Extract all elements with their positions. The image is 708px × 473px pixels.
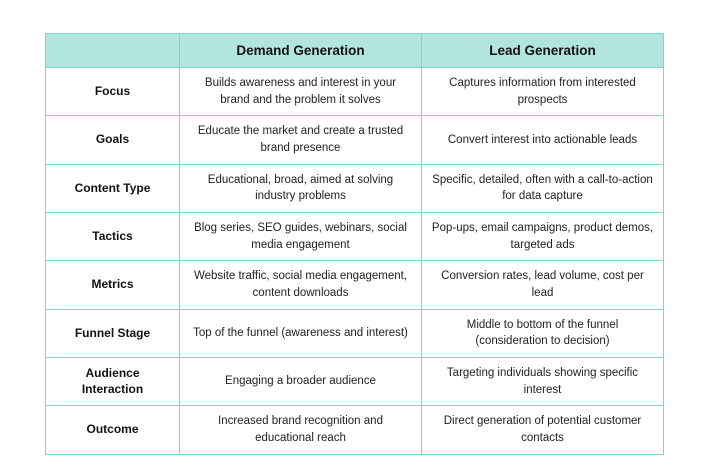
cell-outcome-demand: Increased brand recognition and educational reach	[180, 406, 422, 454]
table-header	[46, 34, 664, 68]
table-body	[46, 68, 664, 455]
cell-outcome-lead: Direct generation of potential customer contacts	[422, 406, 664, 454]
comparison-table-container	[45, 33, 663, 455]
cell-audience-interaction-lead: Targeting individuals showing specific interest	[422, 358, 664, 406]
cell-goals-lead: Convert interest into actionable leads	[422, 116, 664, 164]
cell-content-type-demand: Educational, broad, aimed at solving industry problems	[180, 164, 422, 212]
header-row	[46, 34, 664, 68]
row-label-funnel-stage: Funnel Stage	[46, 309, 180, 357]
row-label-tactics: Tactics	[46, 213, 180, 261]
header-corner-cell	[46, 34, 180, 68]
cell-metrics-demand: Website traffic, social media engagement, content downloads	[180, 261, 422, 309]
table-row	[46, 309, 664, 357]
table-row	[46, 358, 664, 406]
cell-content-type-lead: Specific, detailed, often with a call-to-action for data capture	[422, 164, 664, 212]
header-demand-generation: Demand Generation	[180, 34, 422, 68]
cell-audience-interaction-demand: Engaging a broader audience	[180, 358, 422, 406]
row-label-focus: Focus	[46, 68, 180, 116]
cell-metrics-lead: Conversion rates, lead volume, cost per lead	[422, 261, 664, 309]
table-row	[46, 406, 664, 454]
cell-tactics-demand: Blog series, SEO guides, webinars, social media engagement	[180, 213, 422, 261]
cell-focus-demand: Builds awareness and interest in your brand and the problem it solves	[180, 68, 422, 116]
table-row	[46, 261, 664, 309]
table-row	[46, 116, 664, 164]
row-label-outcome: Outcome	[46, 406, 180, 454]
table-row	[46, 213, 664, 261]
cell-focus-lead: Captures information from interested prospects	[422, 68, 664, 116]
cell-funnel-stage-lead: Middle to bottom of the funnel (consideration to decision)	[422, 309, 664, 357]
row-label-content-type: Content Type	[46, 164, 180, 212]
table-row	[46, 68, 664, 116]
header-lead-generation: Lead Generation	[422, 34, 664, 68]
cell-tactics-lead: Pop-ups, email campaigns, product demos, targeted ads	[422, 213, 664, 261]
comparison-table	[45, 33, 664, 455]
row-label-audience-interaction: Audience Interaction	[46, 358, 180, 406]
cell-goals-demand: Educate the market and create a trusted brand presence	[180, 116, 422, 164]
row-label-goals: Goals	[46, 116, 180, 164]
row-label-metrics: Metrics	[46, 261, 180, 309]
cell-funnel-stage-demand: Top of the funnel (awareness and interest)	[180, 309, 422, 357]
table-row	[46, 164, 664, 212]
